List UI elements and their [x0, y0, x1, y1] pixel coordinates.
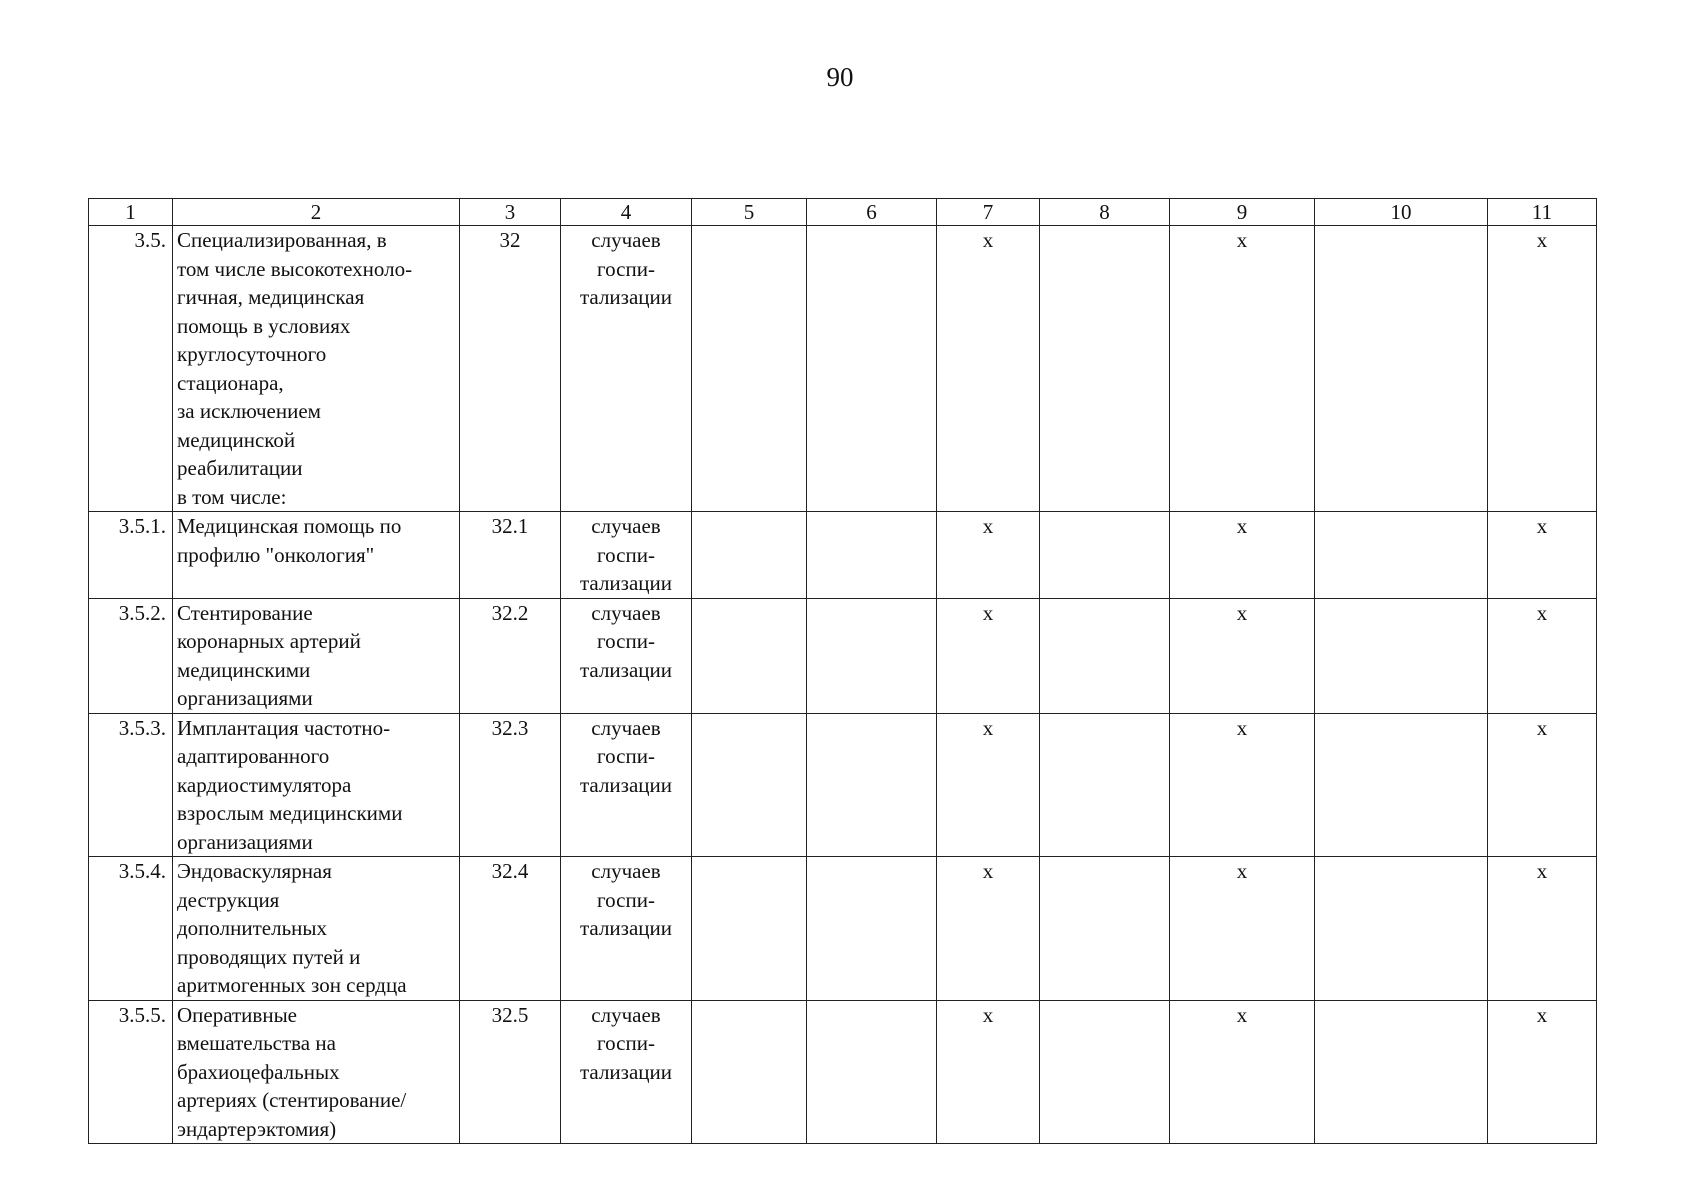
value-cell: х — [1170, 713, 1315, 857]
row-number-cell: 3.5.2. — [89, 598, 173, 713]
row-number-cell: 3.5. — [89, 226, 173, 512]
row-number-cell: 3.5.1. — [89, 512, 173, 599]
value-cell — [692, 713, 807, 857]
row-name-cell: Медицинская помощь по профилю "онкология" — [173, 512, 460, 599]
row-unit-cell: случаев госпи- тализации — [561, 226, 692, 512]
row-code-cell: 32.1 — [460, 512, 561, 599]
value-cell: х — [1488, 512, 1597, 599]
value-cell: х — [1170, 857, 1315, 1001]
value-cell: х — [1488, 1000, 1597, 1144]
column-header: 6 — [807, 199, 937, 226]
value-cell: х — [937, 1000, 1040, 1144]
table-row — [89, 598, 1597, 713]
value-cell — [807, 713, 937, 857]
column-header: 10 — [1315, 199, 1488, 226]
value-cell: х — [1170, 1000, 1315, 1144]
value-cell: х — [937, 226, 1040, 512]
value-cell — [1040, 1000, 1170, 1144]
column-header: 4 — [561, 199, 692, 226]
row-unit-cell: случаев госпи- тализации — [561, 857, 692, 1001]
row-code-cell: 32.5 — [460, 1000, 561, 1144]
value-cell — [1040, 713, 1170, 857]
table-body — [89, 226, 1597, 1144]
value-cell — [1315, 857, 1488, 1001]
value-cell: х — [937, 713, 1040, 857]
table-row — [89, 1000, 1597, 1144]
page-number: 90 — [826, 62, 854, 92]
row-code-cell: 32.3 — [460, 713, 561, 857]
table-header — [89, 199, 1597, 226]
value-cell — [807, 857, 937, 1001]
column-header: 3 — [460, 199, 561, 226]
value-cell: х — [1488, 598, 1597, 713]
value-cell: х — [1488, 226, 1597, 512]
value-cell — [807, 598, 937, 713]
row-number-cell: 3.5.4. — [89, 857, 173, 1001]
table-row — [89, 226, 1597, 512]
value-cell — [1040, 857, 1170, 1001]
column-header: 2 — [173, 199, 460, 226]
row-name-cell: Эндоваскулярная деструкция дополнительных проводящих путей и аритмогенных зон сердца — [173, 857, 460, 1001]
table-row — [89, 713, 1597, 857]
value-cell — [1040, 512, 1170, 599]
column-header: 1 — [89, 199, 173, 226]
value-cell: х — [937, 512, 1040, 599]
row-code-cell: 32 — [460, 226, 561, 512]
row-unit-cell: случаев госпи- тализации — [561, 598, 692, 713]
header-row — [89, 199, 1597, 226]
value-cell — [807, 226, 937, 512]
row-unit-cell: случаев госпи- тализации — [561, 1000, 692, 1144]
value-cell — [807, 512, 937, 599]
value-cell — [1040, 226, 1170, 512]
column-header: 11 — [1488, 199, 1597, 226]
value-cell — [1315, 226, 1488, 512]
value-cell — [807, 1000, 937, 1144]
column-header: 8 — [1040, 199, 1170, 226]
value-cell: х — [1170, 226, 1315, 512]
value-cell: х — [1170, 598, 1315, 713]
column-header: 9 — [1170, 199, 1315, 226]
row-name-cell: Стентирование коронарных артерий медицинскими организациями — [173, 598, 460, 713]
value-cell — [1315, 1000, 1488, 1144]
value-cell — [692, 598, 807, 713]
table-row — [89, 857, 1597, 1001]
value-cell: х — [937, 857, 1040, 1001]
row-code-cell: 32.2 — [460, 598, 561, 713]
value-cell: х — [1488, 713, 1597, 857]
row-name-cell: Специализированная, в том числе высокотехноло- гичная, медицинская помощь в условиях круглосуточного стационара, за исключением медицинской реабилитации в том числе: — [173, 226, 460, 512]
value-cell — [1040, 598, 1170, 713]
row-number-cell: 3.5.5. — [89, 1000, 173, 1144]
row-name-cell: Имплантация частотно- адаптированного кардиостимулятора взрослым медицинскими организациями — [173, 713, 460, 857]
value-cell — [692, 857, 807, 1001]
value-cell: х — [937, 598, 1040, 713]
row-name-cell: Оперативные вмешательства на брахиоцефальных артериях (стентирование/ эндартерэктомия) — [173, 1000, 460, 1144]
row-unit-cell: случаев госпи- тализации — [561, 512, 692, 599]
value-cell: х — [1170, 512, 1315, 599]
row-code-cell: 32.4 — [460, 857, 561, 1001]
value-cell — [1315, 598, 1488, 713]
value-cell: х — [1488, 857, 1597, 1001]
value-cell — [692, 1000, 807, 1144]
column-header: 5 — [692, 199, 807, 226]
value-cell — [692, 512, 807, 599]
value-cell — [1315, 512, 1488, 599]
table-row — [89, 512, 1597, 599]
value-cell — [1315, 713, 1488, 857]
row-number-cell: 3.5.3. — [89, 713, 173, 857]
row-unit-cell: случаев госпи- тализации — [561, 713, 692, 857]
data-table — [88, 198, 1597, 1144]
value-cell — [692, 226, 807, 512]
column-header: 7 — [937, 199, 1040, 226]
